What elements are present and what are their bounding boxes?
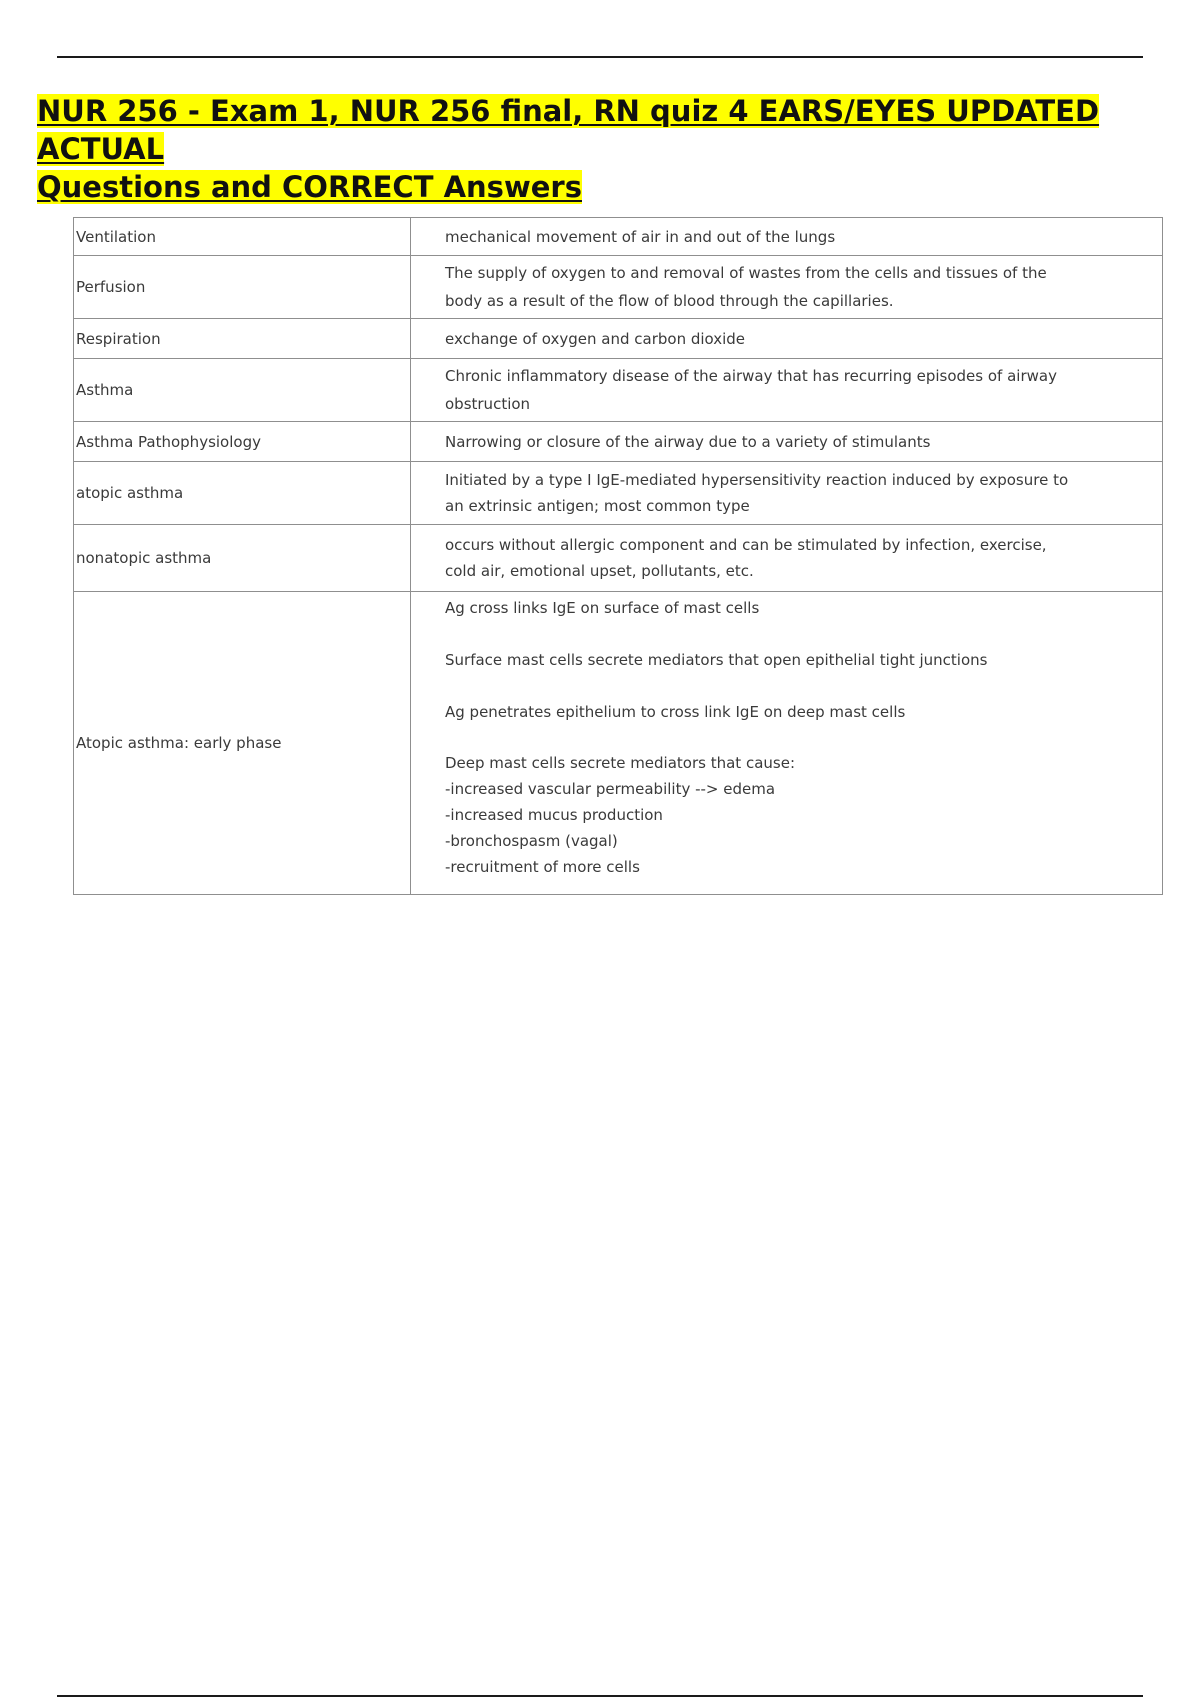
definition-line: exchange of oxygen and carbon dioxide [445,329,746,348]
paragraph-gap [445,622,1142,646]
definition-line: mechanical movement of air in and out of the lungs [445,227,836,246]
definition-line: Deep mast cells secrete mediators that cause: [445,754,795,772]
table-row [74,462,1163,525]
document-title [37,92,1167,206]
definition-line: Initiated by a type I IgE-mediated hypersensitivity reaction induced by exposure to [445,471,1069,489]
definition-cell [411,462,1163,525]
header-rule [57,56,1143,58]
term-cell: Asthma Pathophysiology [74,422,411,462]
flashcard-table [73,217,1163,895]
definition-line: The supply of oxygen to and removal of wastes from the cells and tissues of the [445,264,1047,282]
definition-cell [411,525,1163,592]
definition-line: Ag penetrates epithelium to cross link IgE on deep mast cells [445,703,906,721]
definition-cell [411,256,1163,319]
definition-line: Narrowing or closure of the airway due to a variety of stimulants [445,432,931,451]
table-row [74,525,1163,592]
definition-line: -increased mucus production [445,806,663,824]
term-cell: nonatopic asthma [74,525,411,592]
table-row [74,592,1163,895]
definition-cell [411,218,1163,256]
definition-cell [411,422,1163,462]
term-cell: Ventilation [74,218,411,256]
paragraph-gap [445,674,1142,698]
table-row [74,319,1163,359]
definition-line: -recruitment of more cells [445,858,640,876]
term-cell: Atopic asthma: early phase [74,592,411,895]
definition-cell [411,319,1163,359]
table-row [74,256,1163,319]
definition-cell [411,359,1163,422]
footer-rule [57,1695,1143,1697]
title-line-2: Questions and CORRECT Answers [37,170,582,204]
term-cell: Perfusion [74,256,411,319]
definition-line: occurs without allergic component and can be stimulated by infection, exercise, [445,536,1047,554]
definition-line: -increased vascular permeability --> edema [445,780,776,798]
table-row [74,218,1163,256]
paragraph-gap [445,726,1142,750]
definition-line: cold air, emotional upset, pollutants, etc. [445,562,754,580]
title-line-1: NUR 256 - Exam 1, NUR 256 final, RN quiz 4 EARS/EYES UPDATED ACTUAL [37,94,1100,166]
term-cell: Respiration [74,319,411,359]
table-row [74,422,1163,462]
term-cell: atopic asthma [74,462,411,525]
definition-line: -bronchospasm (vagal) [445,832,618,850]
definition-line: Surface mast cells secrete mediators that open epithelial tight junctions [445,651,988,669]
definition-line: body as a result of the flow of blood through the capillaries. [445,292,894,310]
definition-line: Ag cross links IgE on surface of mast cells [445,599,760,617]
definition-line: obstruction [445,395,531,413]
table-row [74,359,1163,422]
definition-cell [411,592,1163,895]
definition-line: an extrinsic antigen; most common type [445,497,750,515]
term-cell: Asthma [74,359,411,422]
definition-line: Chronic inflammatory disease of the airway that has recurring episodes of airway [445,367,1057,385]
